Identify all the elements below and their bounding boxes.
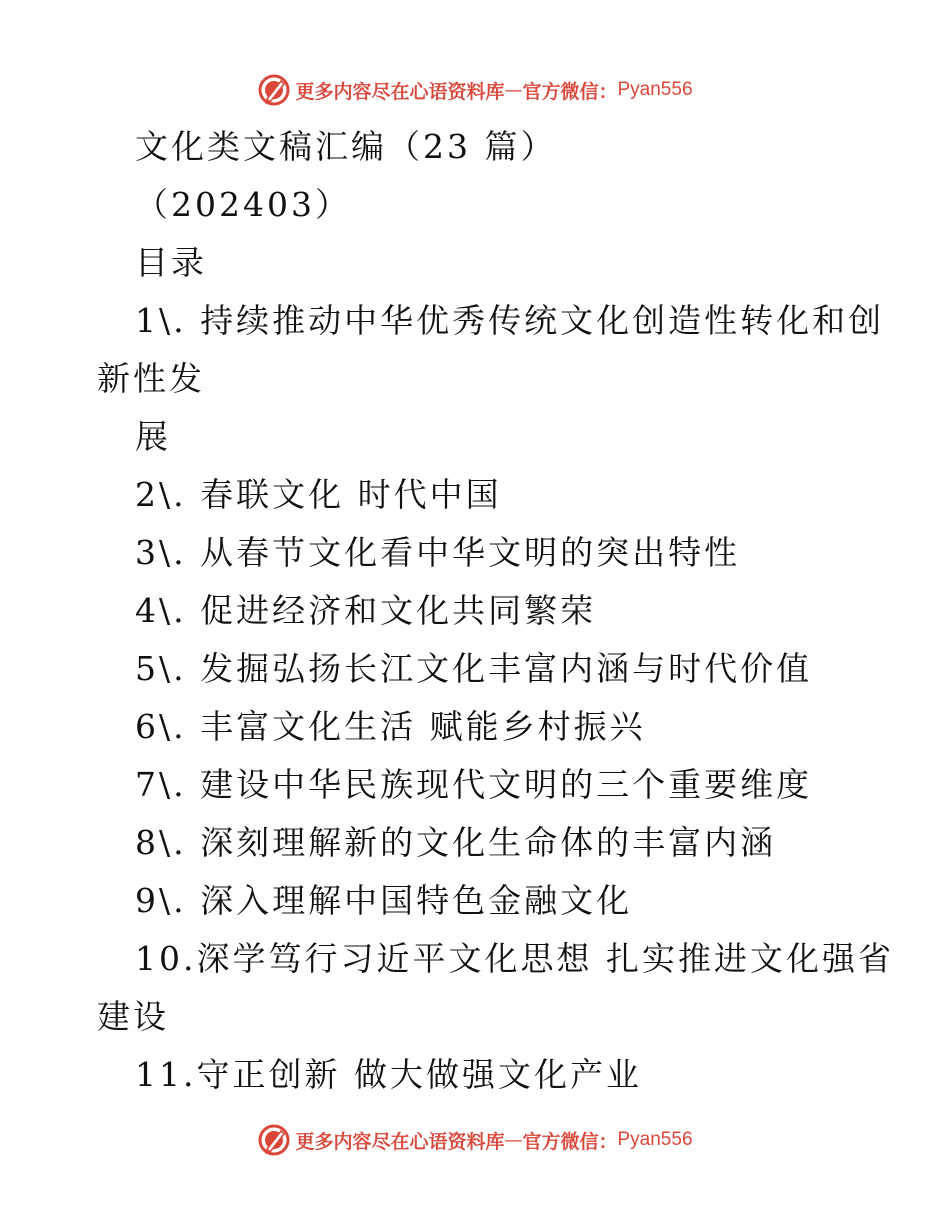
banner-dash: — bbox=[504, 1129, 523, 1151]
header-watermark-banner bbox=[0, 70, 950, 110]
table-of-contents bbox=[97, 292, 894, 1104]
banner-promo-text: 更多内容尽在心语资料库 bbox=[295, 1130, 505, 1153]
pen-circle-logo-icon bbox=[257, 73, 291, 107]
toc-line: 新性发 bbox=[97, 359, 205, 398]
document-date: （202403） bbox=[135, 185, 351, 224]
banner-wechat-label: 官方微信： bbox=[522, 1130, 618, 1153]
toc-line: 8\. 深刻理解新的文化生命体的丰富内涵 bbox=[135, 823, 777, 862]
toc-line: 2\. 春联文化 时代中国 bbox=[135, 475, 502, 514]
toc-line: 11.守正创新 做大做强文化产业 bbox=[135, 1055, 642, 1094]
toc-line: 6\. 丰富文化生活 赋能乡村振兴 bbox=[135, 707, 646, 746]
toc-line: 7\. 建设中华民族现代文明的三个重要维度 bbox=[135, 765, 813, 804]
footer-watermark-banner bbox=[0, 1120, 950, 1160]
toc-line: 4\. 促进经济和文化共同繁荣 bbox=[135, 591, 597, 630]
banner-promo-text: 更多内容尽在心语资料库 bbox=[295, 80, 505, 103]
banner-wechat-id: Pyan556 bbox=[617, 1129, 693, 1150]
toc-line: 3\. 从春节文化看中华文明的突出特性 bbox=[135, 533, 741, 572]
toc-line: 建设 bbox=[97, 997, 169, 1036]
document-body bbox=[97, 118, 894, 1104]
pen-circle-logo-icon bbox=[257, 1123, 291, 1157]
banner-inner bbox=[257, 1123, 692, 1157]
toc-line: 9\. 深入理解中国特色金融文化 bbox=[135, 881, 633, 920]
banner-inner bbox=[257, 73, 692, 107]
toc-line: 10.深学笃行习近平文化思想 扎实推进文化强省 bbox=[135, 939, 894, 978]
banner-dash: — bbox=[504, 79, 523, 101]
banner-wechat-label: 官方微信： bbox=[522, 80, 618, 103]
toc-line: 5\. 发掘弘扬长江文化丰富内涵与时代价值 bbox=[135, 649, 813, 688]
toc-heading: 目录 bbox=[135, 243, 207, 282]
banner-wechat-id: Pyan556 bbox=[617, 79, 693, 100]
toc-line: 展 bbox=[135, 417, 171, 456]
toc-line: 1\. 持续推动中华优秀传统文化创造性转化和创 bbox=[135, 301, 885, 340]
document-title: 文化类文稿汇编（23 篇） bbox=[135, 127, 557, 166]
